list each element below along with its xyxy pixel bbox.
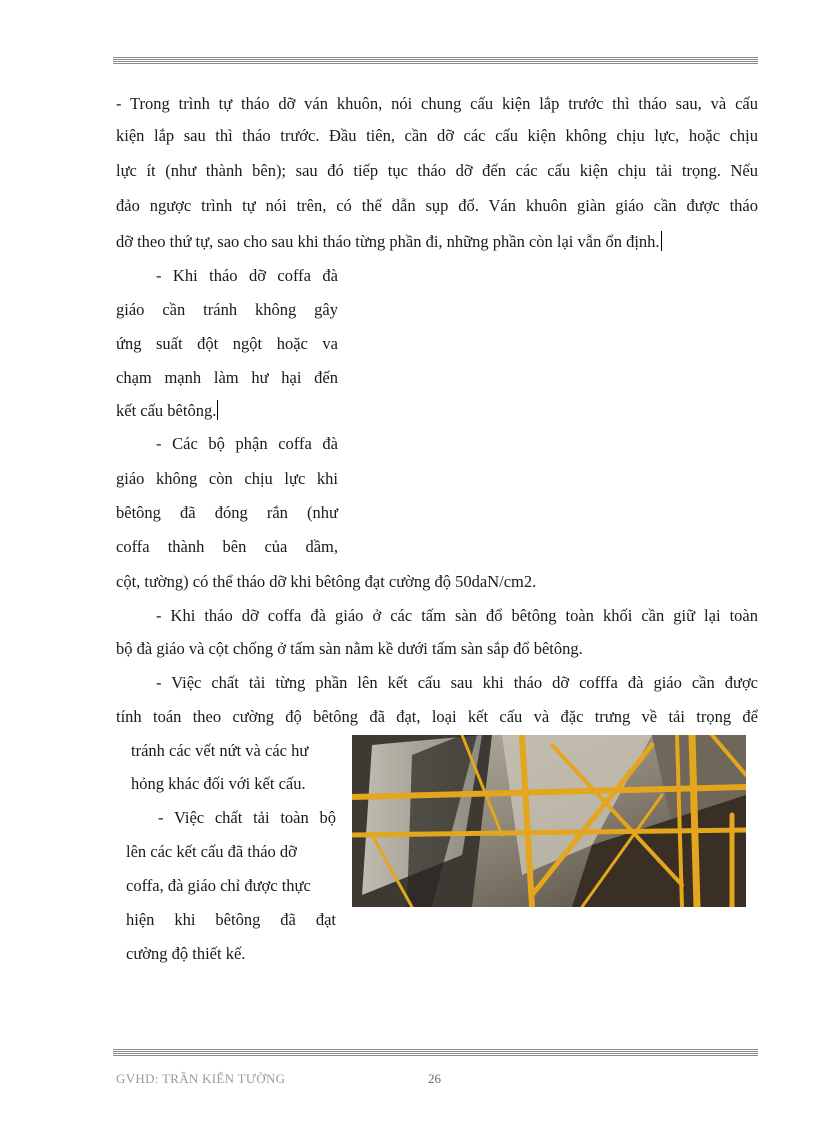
text-line: [116, 400, 218, 421]
text-line: [116, 231, 662, 252]
text-line: - Các bộ phận coffa đà: [156, 434, 338, 453]
header-rule: [113, 57, 758, 64]
text-line: - Khi tháo dỡ coffa đà giáo ở các tấm sàn đổ bêtông toàn khối cần giữ lại toàn: [156, 606, 758, 625]
text-cursor: [661, 231, 662, 251]
text-line-content: kết cấu bêtông.: [116, 401, 217, 420]
text-line: bêtông đã đóng rắn (như: [116, 503, 338, 522]
text-cursor: [217, 400, 218, 420]
text-line: kiện lắp sau thì tháo trước. Đầu tiên, cần dỡ các cấu kiện không chịu lực, hoặc chịu: [116, 126, 758, 145]
text-line: hiện khi bêtông đã đạt: [126, 910, 336, 929]
text-line: coffa thành bên của dầm,: [116, 537, 338, 556]
text-line: - Việc chất tải từng phần lên kết cấu sau khi tháo dỡ cofffa đà giáo cần được: [156, 673, 758, 692]
text-line: giáo không còn chịu lực khi: [116, 469, 338, 488]
text-line: giáo cần tránh không gây: [116, 300, 338, 319]
footer-instructor: GVHD: TRẦN KIẾN TƯỜNG: [116, 1071, 286, 1086]
text-line: cột, tường) có thể tháo dỡ khi bêtông đạt cường độ 50daN/cm2.: [116, 572, 537, 591]
text-line: tính toán theo cường độ bêtông đã đạt, loại kết cấu và đặc trưng về tải trọng để: [116, 707, 758, 726]
text-line: cường độ thiết kế.: [126, 944, 246, 963]
text-line: lực ít (như thành bên); sau đó tiếp tục tháo dỡ đến các cấu kiện chịu tải trọng. Nếu: [116, 161, 758, 180]
text-line: bộ đà giáo và cột chống ở tấm sàn nằm kề dưới tấm sàn sắp đổ bêtông.: [116, 639, 583, 658]
footer-rule: [113, 1049, 758, 1056]
text-line: - Việc chất tải toàn bộ: [158, 808, 336, 827]
text-line-content: dỡ theo thứ tự, sao cho sau khi tháo từng phần đi, những phần còn lại vẫn ổn định.: [116, 232, 660, 251]
text-line: coffa, đà giáo chỉ được thực: [126, 876, 311, 895]
page-number: 26: [428, 1071, 441, 1086]
text-line: đảo ngược trình tự nói trên, có thể dẫn sụp đổ. Ván khuôn giàn giáo cần được tháo: [116, 196, 758, 215]
text-line: - Khi tháo dỡ coffa đà: [156, 266, 338, 285]
text-line: - Trong trình tự tháo dỡ ván khuôn, nói chung cấu kiện lắp trước thì tháo sau, và cấu: [116, 94, 758, 113]
text-line: lên các kết cấu đã tháo dỡ: [126, 842, 297, 861]
scaffolding-photo: [352, 735, 746, 907]
text-line: tránh các vết nứt và các hư: [131, 741, 309, 760]
text-line: hỏng khác đối với kết cấu.: [131, 774, 306, 793]
text-line: chạm mạnh làm hư hại đến: [116, 368, 338, 387]
text-line: ứng suất đột ngột hoặc va: [116, 334, 338, 353]
